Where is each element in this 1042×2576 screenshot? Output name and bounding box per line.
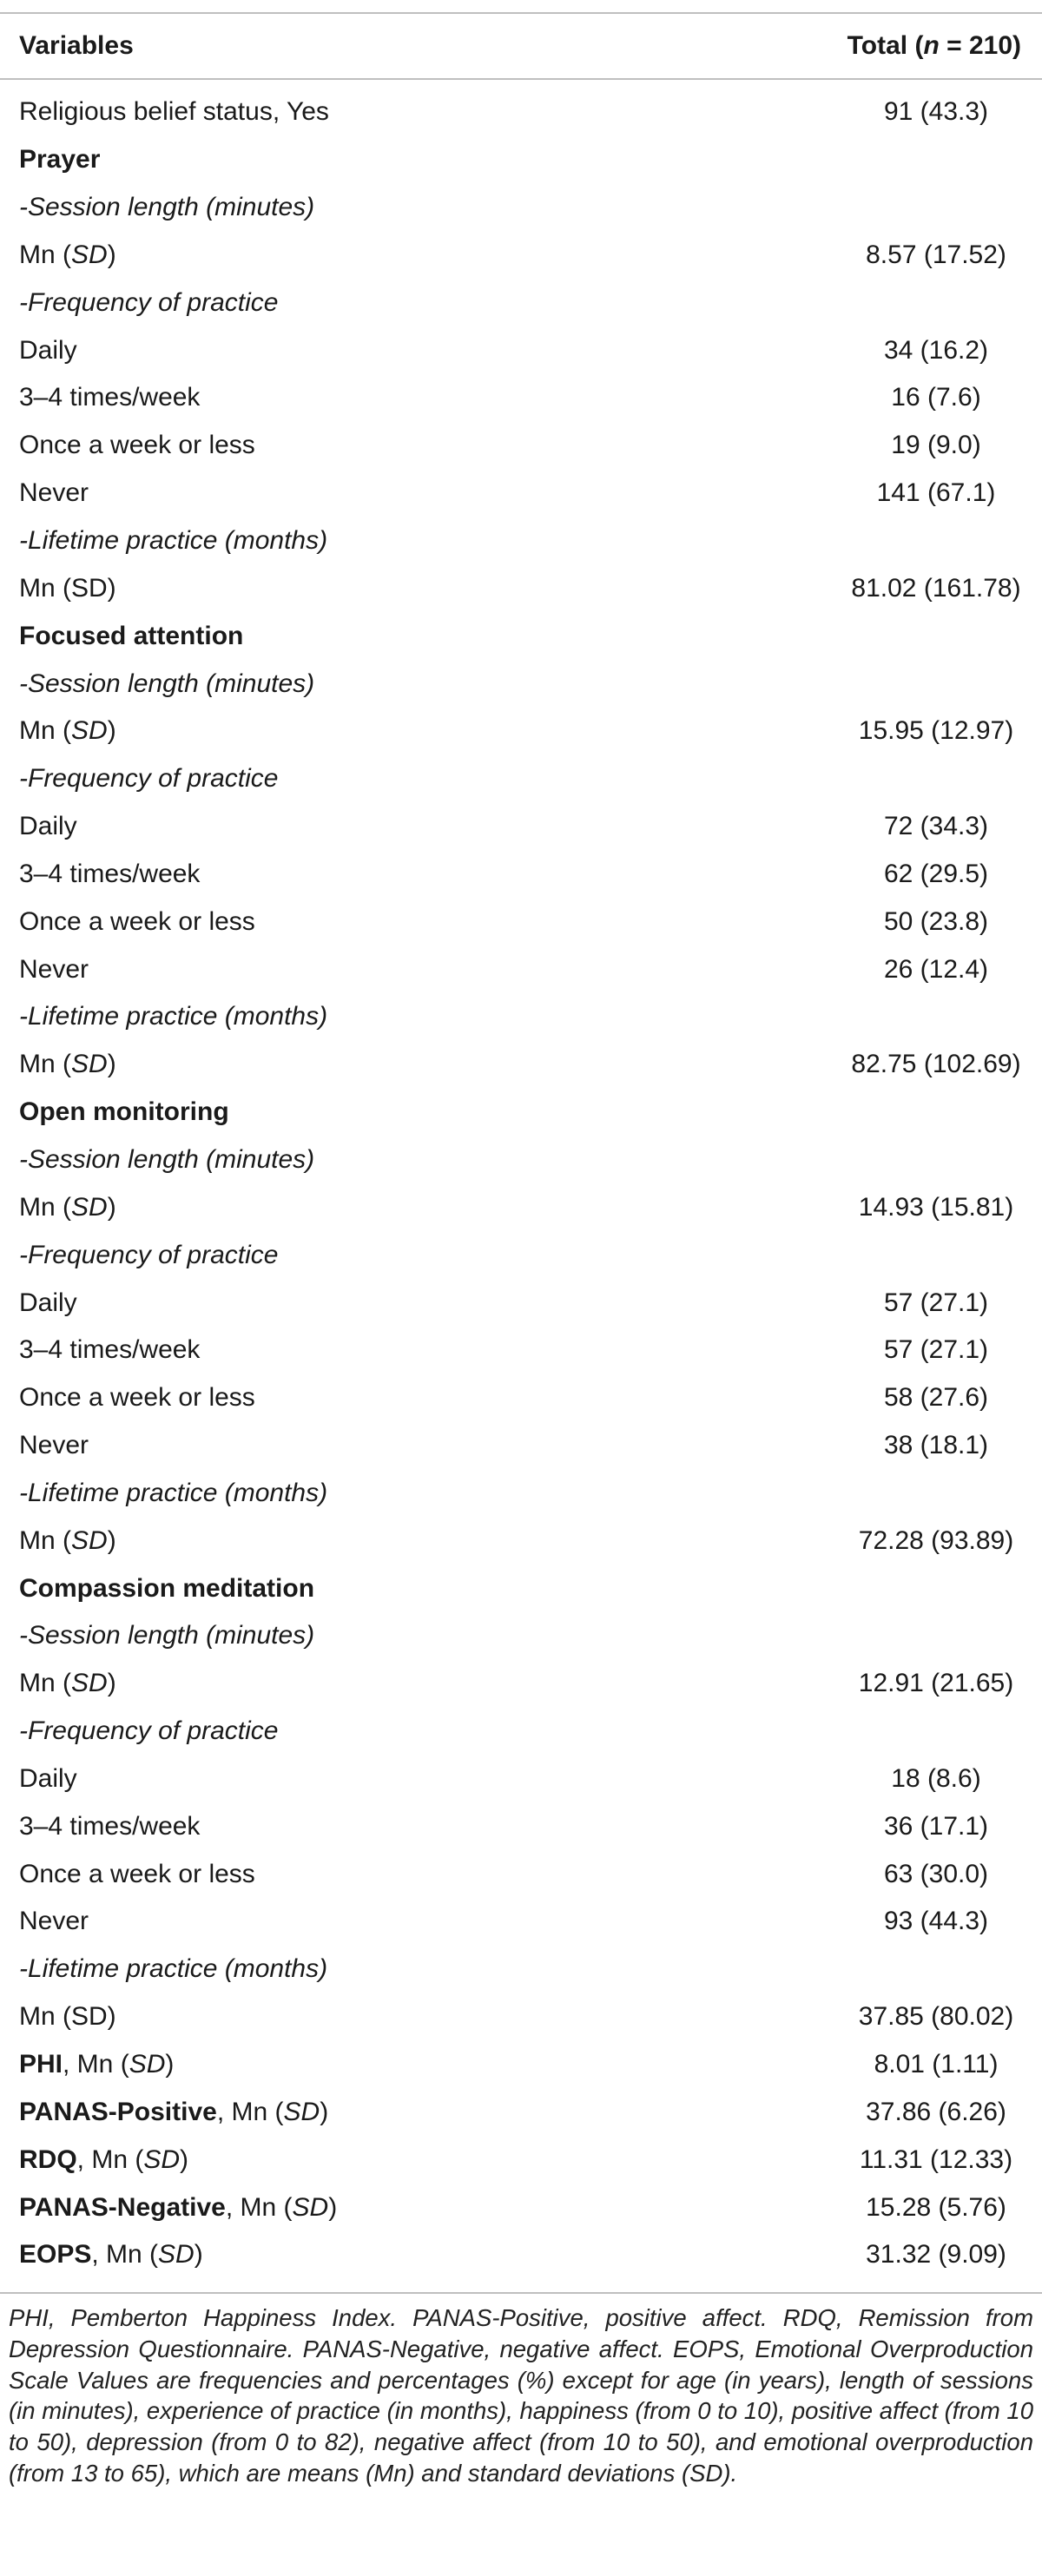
- table-row: [0, 898, 1042, 945]
- row-value: 38 (18.1): [883, 1431, 989, 1460]
- table-row: [0, 2184, 1042, 2231]
- row-value: 91 (43.3): [883, 97, 989, 127]
- table-row: [0, 945, 1042, 993]
- table-row: [0, 851, 1042, 899]
- row-value: 62 (29.5): [883, 859, 989, 888]
- table-row: [0, 708, 1042, 755]
- row-label: Once a week or less: [19, 431, 255, 460]
- subheading-row: [0, 1612, 1042, 1660]
- header-total: Total (n = 210): [847, 31, 1021, 60]
- table-row: [0, 1374, 1042, 1422]
- table-row: [0, 2041, 1042, 2089]
- row-value: 50 (23.8): [883, 906, 989, 936]
- row-label: Mn (SD): [19, 2002, 116, 2032]
- section-heading-row: [0, 1565, 1042, 1612]
- table-header: [0, 12, 1042, 80]
- row-label: Once a week or less: [19, 1859, 255, 1888]
- row-label: Mn (SD): [19, 240, 116, 269]
- table-row: [0, 564, 1042, 612]
- subheading-row: [0, 279, 1042, 326]
- row-value: 37.86 (6.26): [866, 2097, 1006, 2126]
- row-value: 11.31 (12.33): [859, 2144, 1013, 2174]
- row-value: 57 (27.1): [883, 1335, 989, 1365]
- footnote-divider: [0, 2292, 1042, 2294]
- row-label: -Lifetime practice (months): [19, 1478, 328, 1507]
- table-row: [0, 1993, 1042, 2041]
- table-row: [0, 1327, 1042, 1374]
- row-label: 3–4 times/week: [19, 1335, 201, 1365]
- row-value: 15.95 (12.97): [858, 716, 1014, 746]
- row-label: -Session length (minutes): [19, 193, 315, 222]
- row-value: 81.02 (161.78): [851, 573, 1021, 603]
- table-row: [0, 1660, 1042, 1708]
- data-table: [0, 12, 1042, 2279]
- row-label: Never: [19, 954, 89, 984]
- row-label: Never: [19, 1431, 89, 1460]
- row-label: PANAS-Positive, Mn (SD): [19, 2097, 329, 2126]
- table-row: [0, 1279, 1042, 1327]
- row-label: -Session length (minutes): [19, 1144, 315, 1174]
- row-label: Mn (SD): [19, 573, 116, 603]
- table-row: [0, 1041, 1042, 1089]
- table-row: [0, 2231, 1042, 2279]
- row-value: 18 (8.6): [891, 1763, 981, 1793]
- row-label: Never: [19, 1907, 89, 1936]
- table-body: [0, 80, 1042, 2279]
- subheading-row: [0, 1231, 1042, 1279]
- row-value: 63 (30.0): [883, 1859, 989, 1888]
- row-value: 19 (9.0): [891, 431, 981, 460]
- table-row: [0, 2088, 1042, 2136]
- row-value: 16 (7.6): [891, 383, 981, 412]
- row-label: EOPS, Mn (SD): [19, 2240, 203, 2270]
- row-label: -Session length (minutes): [19, 1621, 315, 1650]
- table-row: [0, 1850, 1042, 1898]
- section-heading-row: [0, 612, 1042, 660]
- row-value: 31.32 (9.09): [866, 2240, 1006, 2270]
- row-value: 26 (12.4): [883, 954, 989, 984]
- row-label: Never: [19, 478, 89, 508]
- row-label: -Lifetime practice (months): [19, 1002, 328, 1031]
- subheading-row: [0, 517, 1042, 565]
- row-label: 3–4 times/week: [19, 383, 201, 412]
- row-label: Mn (SD): [19, 1050, 116, 1079]
- section-heading-row: [0, 136, 1042, 184]
- subheading-row: [0, 1469, 1042, 1517]
- row-label: -Frequency of practice: [19, 764, 279, 794]
- row-label: -Lifetime practice (months): [19, 526, 328, 556]
- row-value: 82.75 (102.69): [851, 1050, 1021, 1079]
- row-value: 57 (27.1): [883, 1288, 989, 1317]
- table-row: [0, 1898, 1042, 1946]
- table-row: [0, 89, 1042, 136]
- row-value: 14.93 (15.81): [858, 1192, 1014, 1222]
- table-row: [0, 1756, 1042, 1803]
- row-label: Daily: [19, 812, 77, 841]
- row-label: Daily: [19, 335, 77, 365]
- row-label: 3–4 times/week: [19, 859, 201, 888]
- table-row: [0, 232, 1042, 280]
- table-row: [0, 1517, 1042, 1565]
- section-heading-row: [0, 1089, 1042, 1136]
- row-label: Mn (SD): [19, 716, 116, 746]
- row-value: 12.91 (21.65): [858, 1669, 1014, 1698]
- row-label: Religious belief status, Yes: [19, 97, 329, 127]
- row-label: PANAS-Negative, Mn (SD): [19, 2192, 338, 2222]
- row-label: -Frequency of practice: [19, 287, 279, 317]
- row-label: Daily: [19, 1763, 77, 1793]
- subheading-row: [0, 1946, 1042, 1993]
- row-label: Mn (SD): [19, 1669, 116, 1698]
- row-value: 72 (34.3): [883, 812, 989, 841]
- row-value: 34 (16.2): [883, 335, 989, 365]
- table-row: [0, 1422, 1042, 1470]
- row-value: 36 (17.1): [883, 1811, 989, 1841]
- table-footnote: PHI, Pemberton Happiness Index. PANAS-Positive, positive affect. RDQ, Remission from Depression Questionnaire. PANAS-Negative, negative affect. EOPS, Emotional Overproduction Scale Values are frequencies and percentages (%) except for age (in years), length of sessions (in minutes), experience of practice (in months), happiness (from 0 to 10), positive affect (from 10 to 50), depression (from 0 to 82), negative affect (from 10 to 50), and emotional overproduction (from 13 to 65), which are means (Mn) and standard deviations (SD).: [9, 2304, 1033, 2487]
- subheading-row: [0, 1708, 1042, 1756]
- row-label: Prayer: [19, 145, 101, 175]
- row-label: 3–4 times/week: [19, 1811, 201, 1841]
- row-value: 8.01 (1.11): [874, 2050, 999, 2079]
- subheading-row: [0, 660, 1042, 708]
- row-label: -Session length (minutes): [19, 669, 315, 698]
- row-label: Once a week or less: [19, 906, 255, 936]
- row-label: Daily: [19, 1288, 77, 1317]
- row-label: -Frequency of practice: [19, 1716, 279, 1746]
- subheading-row: [0, 184, 1042, 232]
- row-label: -Lifetime practice (months): [19, 1954, 328, 1984]
- table-row: [0, 470, 1042, 517]
- subheading-row: [0, 993, 1042, 1041]
- row-value: 141 (67.1): [876, 478, 996, 508]
- table-row: [0, 1802, 1042, 1850]
- subheading-row: [0, 1136, 1042, 1184]
- table-row: [0, 374, 1042, 422]
- row-label: Open monitoring: [19, 1097, 229, 1127]
- row-label: Mn (SD): [19, 1525, 116, 1555]
- table-row: [0, 1183, 1042, 1231]
- row-label: Compassion meditation: [19, 1573, 315, 1603]
- table-row: [0, 422, 1042, 470]
- subheading-row: [0, 755, 1042, 803]
- row-value: 37.85 (80.02): [858, 2002, 1014, 2032]
- row-label: PHI, Mn (SD): [19, 2050, 175, 2079]
- row-value: 8.57 (17.52): [866, 240, 1006, 269]
- row-label: Mn (SD): [19, 1192, 116, 1222]
- table-row: [0, 2136, 1042, 2184]
- row-label: -Frequency of practice: [19, 1240, 279, 1269]
- row-label: Focused attention: [19, 621, 244, 650]
- header-variables: Variables: [19, 31, 134, 60]
- row-value: 58 (27.6): [883, 1383, 989, 1413]
- row-label: Once a week or less: [19, 1383, 255, 1413]
- row-value: 15.28 (5.76): [866, 2192, 1006, 2222]
- table-row: [0, 803, 1042, 851]
- row-value: 93 (44.3): [883, 1907, 989, 1936]
- row-label: RDQ, Mn (SD): [19, 2144, 189, 2174]
- row-value: 72.28 (93.89): [858, 1525, 1014, 1555]
- table-row: [0, 326, 1042, 374]
